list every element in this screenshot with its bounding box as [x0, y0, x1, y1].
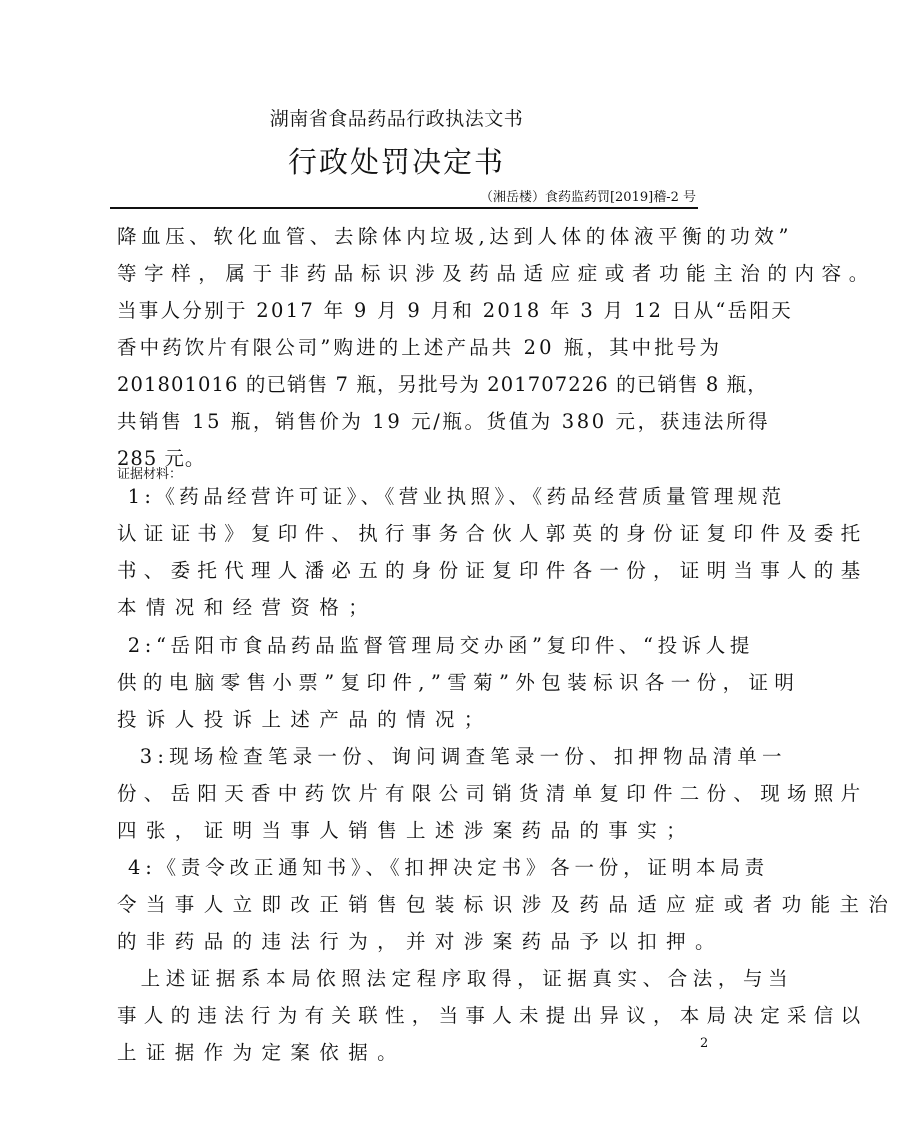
evidence-line: 上证据作为定案依据。 [117, 1041, 407, 1064]
document-number: （湘岳楼）食药监药罚[2019]稽-2 号 [479, 190, 696, 205]
evidence-line: 的非药品的违法行为，并对涉案药品予以扣押。 [117, 930, 724, 953]
body-line: 降血压、软化血管、去除体内垃圾,达到人体的体液平衡的功效” [117, 225, 794, 248]
issuer-heading: 湖南省食品药品行政执法文书 [269, 108, 524, 130]
evidence-line: 上述证据系本局依照法定程序取得，证据真实、合法，与当 [117, 967, 794, 990]
body-line: 285 元。 [117, 447, 206, 470]
body-line: 香中药饮片有限公司”购进的上述产品共 20 瓶，其中批号为 [117, 336, 723, 359]
body-line: 等字样，属于非药品标识涉及药品适应症或者功能主治的内容。 [117, 262, 876, 285]
evidence-line: 书、委托代理人潘必五的身份证复印件各一份，证明当事人的基 [117, 559, 868, 582]
evidence-line: 投诉人投诉上述产品的情况； [117, 708, 493, 731]
evidence-line: 2:“岳阳市食品药品监督管理局交办函”复印件、“投诉人提 [117, 634, 754, 657]
body-line: 共销售 15 瓶，销售价为 19 元/瓶。货值为 380 元，获违法所得 [117, 410, 771, 433]
evidence-line: 四张，证明当事人销售上述涉案药品的事实； [117, 819, 696, 842]
body-line: 当事人分别于 2017 年 9 月 9 月和 2018 年 3 月 12 日从“岳阳天 [117, 299, 794, 322]
evidence-line: 令当事人立即改正销售包装标识涉及药品适应症或者功能主治 [117, 893, 897, 916]
header-rule [110, 207, 698, 209]
evidence-line: 1:《药品经营许可证》、《营业执照》、《药品经营质量管理规范 [117, 485, 786, 508]
evidence-line: 认证证书》复印件、执行事务合伙人郭英的身份证复印件及委托 [117, 522, 868, 545]
evidence-line: 供的电脑零售小票”复印件,”雪菊”外包装标识各一份，证明 [117, 671, 801, 694]
document-title: 行政处罚决定书 [287, 145, 505, 179]
evidence-line: 份、岳阳天香中药饮片有限公司销货清单复印件二份、现场照片 [117, 782, 868, 805]
evidence-line: 3:现场检查笔录一份、询问调查笔录一份、扣押物品清单一 [117, 745, 787, 768]
body-line: 201801016 的已销售 7 瓶，另批号为 201707226 的已销售 8 瓶， [117, 373, 768, 396]
evidence-label: 证据材料： [117, 467, 183, 482]
evidence-line: 本情况和经营资格； [117, 596, 378, 619]
evidence-line: 事人的违法行为有关联性，当事人未提出异议，本局决定采信以 [117, 1004, 868, 1027]
evidence-line: 4:《责令改正通知书》、《扣押决定书》各一份，证明本局责 [117, 856, 769, 879]
page-number: 2 [700, 1036, 709, 1051]
